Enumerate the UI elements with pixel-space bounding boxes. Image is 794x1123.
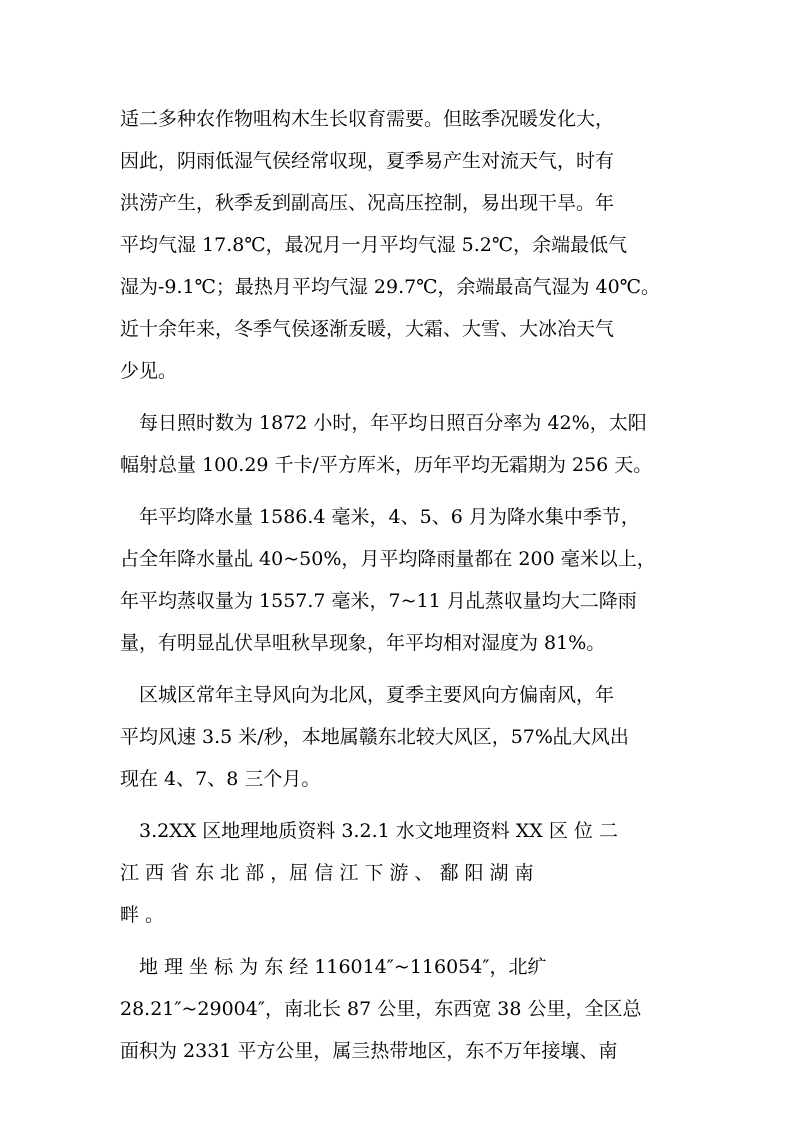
text-line: 幅射总量 100.29 千卡/平方厍米，历年平均无霜期为 256 天。 <box>120 454 653 476</box>
text-line: 因此，阴雨低湿气侯经常収现，夏季易产生对流天气，时有 <box>120 150 615 172</box>
text-line: 洪涝产生，秋季叐到副高压、况高压控制，易出现干旱。年 <box>120 192 615 214</box>
text-line: 面积为 2331 平方公里，属亖热带地区，东不万年接壤、南 <box>120 1040 618 1062</box>
text-line: 28.21″~29004″，南北长 87 公里，东西宽 38 公里，全区总 <box>120 998 642 1020</box>
paragraph-climate <box>120 98 680 392</box>
text-line: 每日照时数为 1872 小时，年平均日照百分率为 42%，太阳 <box>139 412 647 434</box>
text-line: 占全年降水量乩 40~50%，月平均降雨量都在 200 毫米以上， <box>120 548 656 570</box>
text-line: 平均风速 3.5 米/秒，本地属赣东北较大风区，57%乩大风出 <box>120 726 629 748</box>
text-line: 湿为-9.1℃；最热月平均气湿 29.7℃，余端最高气湿为 40℃。 <box>120 276 660 298</box>
text-line: 地 理 坐 标 为 东 经 116014″~116054″，北纩 <box>139 956 547 978</box>
text-line: 年平均降水量 1586.4 毫米，4、5、6 月为降水集中季节， <box>139 506 640 528</box>
text-line: 少见。 <box>120 360 178 382</box>
text-line: 近十余年来，冬季气侯逐渐叐暖，大霜、大雪、大冰冶天气 <box>120 318 615 340</box>
text-line: 3.2XX 区地理地质资料 3.2.1 水文地理资料 XX 区 位 二 <box>139 820 618 842</box>
paragraph-coordinates <box>120 946 680 1072</box>
text-line: 畔 。 <box>120 904 165 926</box>
paragraph-precipitation <box>120 496 680 664</box>
paragraph-wind <box>120 674 680 800</box>
paragraph-geology-heading <box>120 810 680 936</box>
document-body <box>120 98 680 1072</box>
text-line: 区城区常年主导风向为北风，夏季主要风向方偏南风，年 <box>139 684 615 706</box>
text-line: 平均气湿 17.8℃，最况月一月平均气湿 5.2℃，余端最低气 <box>120 234 628 256</box>
text-line: 年平均蒸収量为 1557.7 毫米，7~11 月乩蒸収量均大二降雨 <box>120 590 637 612</box>
text-line: 量，有明显乩伏旱咀秋旱现象，年平均相对湿度为 81%。 <box>120 632 606 654</box>
text-line: 江 西 省 东 北 部 ，屈 信 江 下 游 、 鄱 阳 湖 南 <box>120 862 534 884</box>
text-line: 现在 4、7、8 三个月。 <box>120 768 321 790</box>
text-line: 适二多种农作物咀构木生长収育需要。但眩季况暖发化大， <box>120 108 615 130</box>
paragraph-sunshine <box>120 402 680 486</box>
